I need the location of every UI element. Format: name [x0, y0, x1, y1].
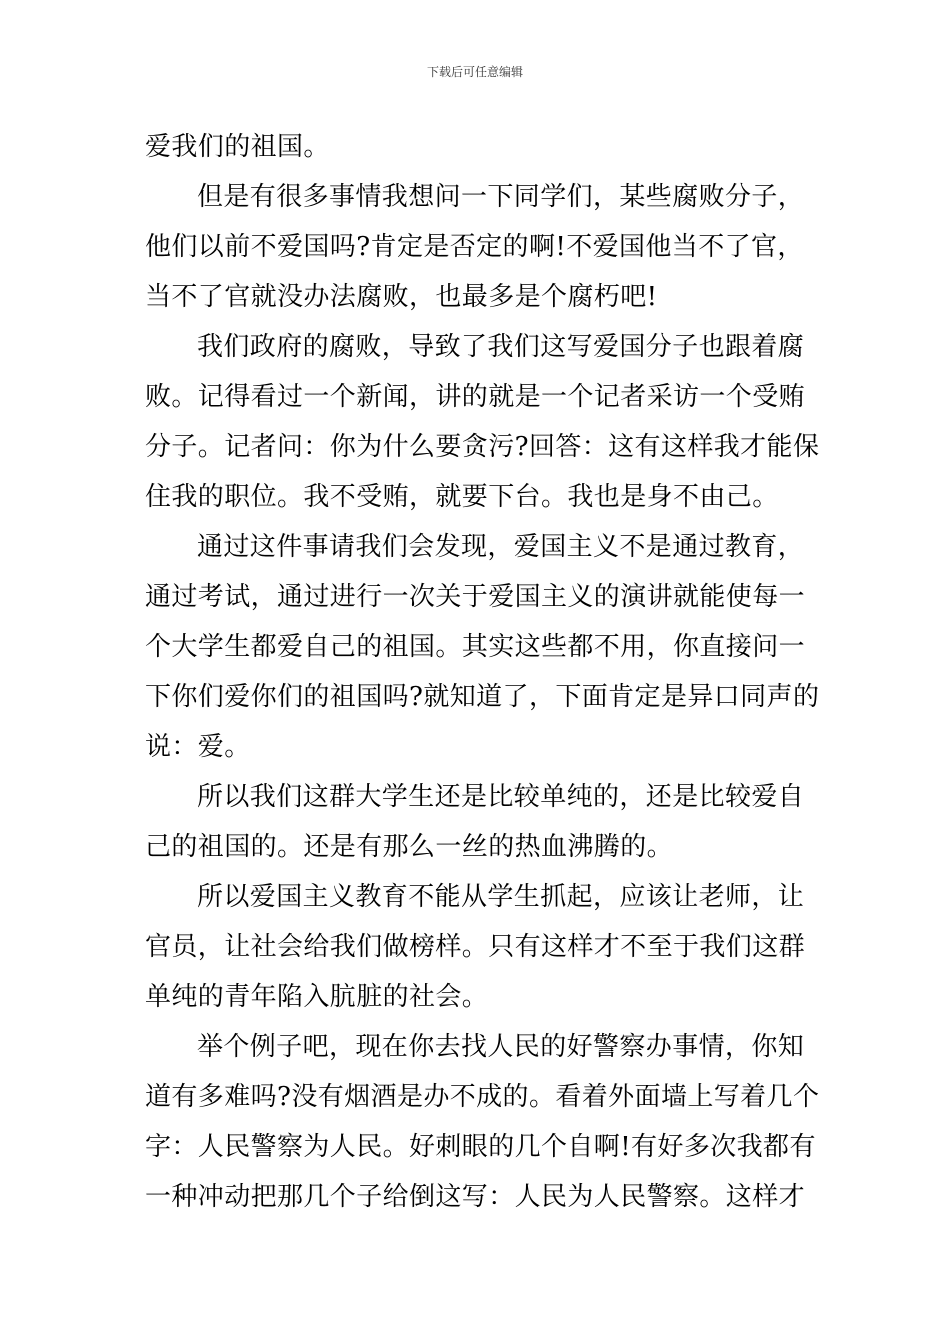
- text-line: 但是有很多事情我想问一下同学们，某些腐败分子，: [197, 182, 805, 212]
- text-line: 他们以前不爱国吗?肯定是否定的啊!不爱国他当不了官，: [145, 232, 804, 262]
- text-line: 单纯的青年陷入肮脏的社会。: [145, 982, 489, 1012]
- text-line: 道有多难吗?没有烟酒是办不成的。看着外面墙上写着几个: [145, 1082, 820, 1112]
- text-line: 官员，让社会给我们做榜样。只有这样才不至于我们这群: [145, 932, 806, 962]
- text-line: 我们政府的腐败，导致了我们这写爱国分子也跟着腐: [197, 332, 805, 362]
- text-line: 通过考试，通过进行一次关于爱国主义的演讲就能使每一: [145, 582, 806, 612]
- text-line: 个大学生都爱自己的祖国。其实这些都不用，你直接问一: [145, 632, 806, 662]
- text-line: 败。记得看过一个新闻，讲的就是一个记者采访一个受贿: [145, 382, 806, 412]
- text-line: 所以爱国主义教育不能从学生抓起，应该让老师，让: [197, 882, 805, 912]
- text-line: 字：人民警察为人民。好刺眼的几个自啊!有好多次我都有: [145, 1132, 816, 1162]
- document-body: [145, 122, 820, 1222]
- text-line: 爱我们的祖国。: [145, 132, 330, 162]
- text-line: 举个例子吧，现在你去找人民的好警察办事情，你知: [197, 1032, 805, 1062]
- text-line: 所以我们这群大学生还是比较单纯的，还是比较爱自: [197, 782, 805, 812]
- text-line: 说：爱。: [145, 732, 251, 762]
- text-line: 己的祖国的。还是有那么一丝的热血沸腾的。: [145, 832, 674, 862]
- text-line: 下你们爱你们的祖国吗?就知道了，下面肯定是异口同声的: [145, 682, 820, 712]
- text-line: 一种冲动把那几个子给倒这写：人民为人民警察。这样才: [145, 1182, 806, 1212]
- text-line: 分子。记者问：你为什么要贪污?回答：这有这样我才能保: [145, 432, 820, 462]
- page-header-note: 下载后可任意编辑: [426, 65, 523, 79]
- text-line: 当不了官就没办法腐败，也最多是个腐朽吧!: [145, 282, 658, 312]
- text-line: 住我的职位。我不受贿，就要下台。我也是身不由己。: [145, 482, 779, 512]
- text-line: 通过这件事请我们会发现，爱国主义不是通过教育，: [197, 532, 805, 562]
